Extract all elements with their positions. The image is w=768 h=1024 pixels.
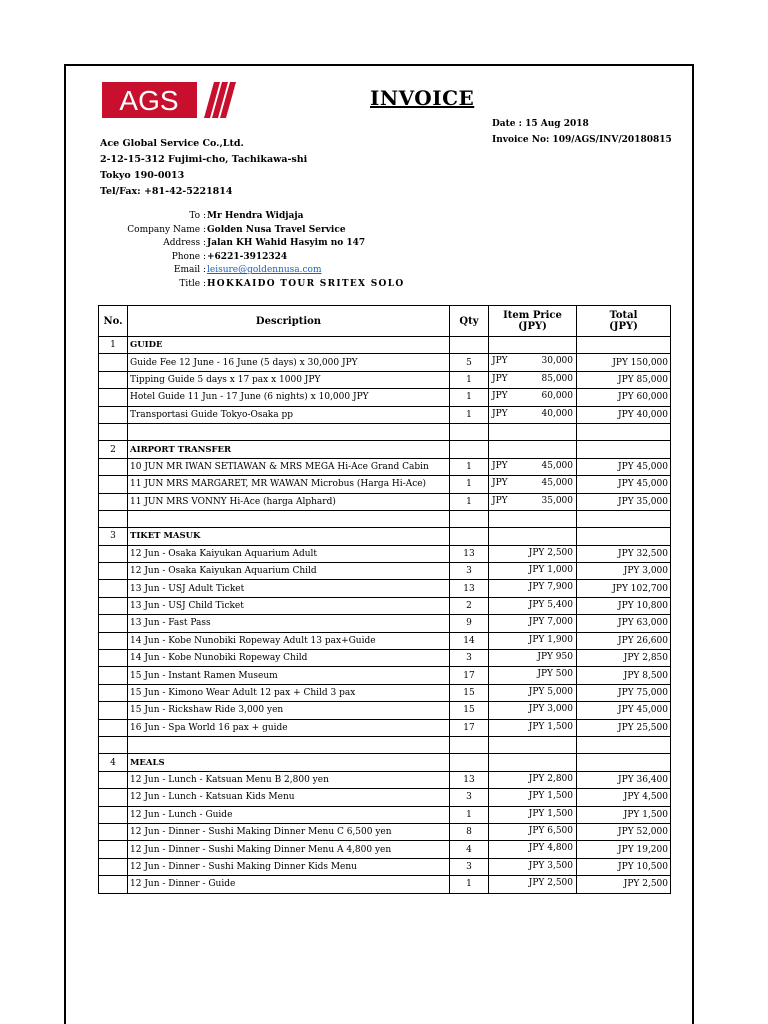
cell-no [99, 702, 128, 719]
item-qty: 15 [450, 684, 489, 701]
item-description: 10 JUN MR IWAN SETIAWAN & MRS MEGA Hi-Ace Grand Cabin [128, 458, 450, 475]
cell-total [577, 754, 671, 771]
section-title: MEALS [128, 754, 450, 771]
item-price-amount: JPY 7,000 [528, 617, 573, 628]
cell-qty [450, 528, 489, 545]
table-row [99, 823, 671, 840]
cell-no [99, 684, 128, 701]
cell-total [577, 337, 671, 354]
item-description: 12 Jun - Lunch - Guide [128, 806, 450, 823]
item-description: 15 Jun - Kimono Wear Adult 12 pax + Child 3 pax [128, 684, 450, 701]
cell-no [99, 615, 128, 632]
item-qty: 15 [450, 702, 489, 719]
item-price-amount: JPY 5,000 [528, 686, 573, 697]
item-description: Tipping Guide 5 days x 17 pax x 1000 JPY [128, 371, 450, 388]
blank-row [99, 423, 671, 440]
section-row [99, 528, 671, 545]
item-description: 11 JUN MRS VONNY Hi-Ace (harga Alphard) [128, 493, 450, 510]
item-total: JPY 10,800 [577, 597, 671, 614]
cell-price [489, 441, 577, 458]
cell-no [99, 632, 128, 649]
logo-text: AGS [119, 85, 179, 116]
cell-price [489, 736, 577, 753]
item-price-amount: 30,000 [541, 356, 573, 367]
item-qty: 3 [450, 858, 489, 875]
item-qty: 13 [450, 771, 489, 788]
company-name: Ace Global Service Co.,Ltd. [100, 138, 244, 149]
item-price-currency: JPY [492, 478, 508, 489]
item-total: JPY 3,000 [577, 563, 671, 580]
item-description: 12 Jun - Osaka Kaiyukan Aquarium Adult [128, 545, 450, 562]
item-price [489, 667, 577, 684]
table-row [99, 841, 671, 858]
recipient-value-address: Jalan KH Wahid Hasyim no 147 [207, 238, 366, 249]
item-qty: 1 [450, 806, 489, 823]
recipient-row [66, 225, 666, 239]
item-price-amount: JPY 1,000 [528, 565, 573, 576]
row-number: 2 [99, 441, 128, 458]
item-price-amount: JPY 2,800 [528, 773, 573, 784]
section-row [99, 441, 671, 458]
row-number: 4 [99, 754, 128, 771]
item-price [489, 597, 577, 614]
cell-no [99, 823, 128, 840]
item-price [489, 650, 577, 667]
item-qty: 1 [450, 493, 489, 510]
item-price-amount: 85,000 [541, 373, 573, 384]
invoice-items-table [98, 305, 671, 894]
cell-no [99, 876, 128, 893]
cell-price [489, 510, 577, 527]
header-total-label: Total [609, 310, 638, 321]
cell-no [99, 371, 128, 388]
cell-desc [128, 510, 450, 527]
item-price [489, 371, 577, 388]
item-price-amount: JPY 5,400 [528, 599, 573, 610]
table-row [99, 632, 671, 649]
item-total: JPY 36,400 [577, 771, 671, 788]
table-row [99, 354, 671, 371]
item-price-amount: 35,000 [541, 495, 573, 506]
item-description: 12 Jun - Dinner - Sushi Making Dinner Menu A 4,800 yen [128, 841, 450, 858]
cell-no [99, 650, 128, 667]
item-price [489, 493, 577, 510]
item-description: 11 JUN MRS MARGARET, MR WAWAN Microbus (Harga Hi-Ace) [128, 476, 450, 493]
item-total: JPY 85,000 [577, 371, 671, 388]
item-total: JPY 26,600 [577, 632, 671, 649]
item-qty: 3 [450, 650, 489, 667]
item-price-currency: JPY [492, 495, 508, 506]
item-total: JPY 45,000 [577, 458, 671, 475]
item-description: 13 Jun - USJ Adult Ticket [128, 580, 450, 597]
item-price-amount: JPY 3,500 [528, 860, 573, 871]
item-qty: 13 [450, 580, 489, 597]
recipient-label-phone: Phone : [171, 251, 206, 262]
item-qty: 8 [450, 823, 489, 840]
item-price [489, 389, 577, 406]
cell-no [99, 858, 128, 875]
table-row [99, 667, 671, 684]
cell-no [99, 806, 128, 823]
table-row [99, 458, 671, 475]
item-price [489, 563, 577, 580]
cell-no [99, 510, 128, 527]
cell-no [99, 841, 128, 858]
cell-desc [128, 423, 450, 440]
company-address-1: 2-12-15-312 Fujimi-cho, Tachikawa-shi [100, 154, 308, 165]
cell-qty [450, 754, 489, 771]
table-row [99, 615, 671, 632]
header-no: No. [99, 306, 128, 337]
table-row [99, 771, 671, 788]
item-qty: 1 [450, 476, 489, 493]
item-description: 12 Jun - Lunch - Katsuan Kids Menu [128, 789, 450, 806]
item-price-amount: JPY 3,000 [528, 704, 573, 715]
item-price [489, 580, 577, 597]
item-qty: 3 [450, 789, 489, 806]
company-telfax: Tel/Fax: +81-42-5221814 [100, 186, 233, 197]
item-total: JPY 75,000 [577, 684, 671, 701]
item-price [489, 806, 577, 823]
item-total: JPY 60,000 [577, 389, 671, 406]
cell-no [99, 789, 128, 806]
item-description: 12 Jun - Dinner - Sushi Making Dinner Kids Menu [128, 858, 450, 875]
item-description: 14 Jun - Kobe Nunobiki Ropeway Child [128, 650, 450, 667]
item-price [489, 719, 577, 736]
cell-no [99, 580, 128, 597]
recipient-label-to: To : [189, 211, 206, 221]
item-price [489, 458, 577, 475]
item-price-currency: JPY [492, 391, 508, 402]
table-row [99, 597, 671, 614]
item-price-amount: 45,000 [541, 460, 573, 471]
item-price-amount: JPY 2,500 [528, 547, 573, 558]
section-title: AIRPORT TRANSFER [128, 441, 450, 458]
cell-total [577, 441, 671, 458]
item-price-amount: JPY 6,500 [528, 825, 573, 836]
cell-no [99, 493, 128, 510]
item-qty: 3 [450, 563, 489, 580]
item-price [489, 789, 577, 806]
item-total: JPY 1,500 [577, 806, 671, 823]
row-number: 3 [99, 528, 128, 545]
table-row [99, 580, 671, 597]
recipient-label-company: Company Name : [127, 224, 206, 235]
recipient-value-to: Mr Hendra Widjaja [207, 211, 304, 221]
item-price-amount: JPY 2,500 [528, 878, 573, 889]
cell-no [99, 476, 128, 493]
item-total: JPY 2,500 [577, 876, 671, 893]
recipient-value-company: Golden Nusa Travel Service [207, 224, 346, 235]
header-total [577, 306, 671, 337]
recipient-value-title: HOKKAIDO TOUR SRITEX SOLO [207, 278, 405, 289]
recipient-label-address: Address : [163, 238, 206, 249]
item-price-amount: JPY 1,500 [528, 791, 573, 802]
recipient-row [66, 211, 666, 225]
item-total: JPY 35,000 [577, 493, 671, 510]
item-price-amount: JPY 1,500 [528, 721, 573, 732]
item-qty: 9 [450, 615, 489, 632]
blank-row [99, 736, 671, 753]
row-number: 1 [99, 337, 128, 354]
header-item-price [489, 306, 577, 337]
item-price [489, 858, 577, 875]
table-row [99, 806, 671, 823]
item-total: JPY 2,850 [577, 650, 671, 667]
cell-no [99, 389, 128, 406]
item-price [489, 876, 577, 893]
recipient-row [66, 279, 666, 293]
table-row [99, 719, 671, 736]
cell-qty [450, 423, 489, 440]
table-row [99, 858, 671, 875]
item-description: 12 Jun - Lunch - Katsuan Menu B 2,800 yen [128, 771, 450, 788]
cell-desc [128, 736, 450, 753]
item-price [489, 354, 577, 371]
item-total: JPY 63,000 [577, 615, 671, 632]
table-row [99, 684, 671, 701]
company-address-2: Tokyo 190-0013 [100, 170, 185, 181]
item-description: Guide Fee 12 June - 16 June (5 days) x 30,000 JPY [128, 354, 450, 371]
cell-no [99, 719, 128, 736]
item-price [489, 684, 577, 701]
ags-logo [102, 82, 240, 118]
item-price [489, 615, 577, 632]
item-price-currency: JPY [492, 460, 508, 471]
header-description: Description [128, 306, 450, 337]
cell-no [99, 354, 128, 371]
cell-total [577, 528, 671, 545]
item-price-amount: JPY 500 [537, 669, 573, 680]
cell-qty [450, 510, 489, 527]
recipient-block [66, 211, 666, 293]
recipient-row [66, 265, 666, 279]
cell-no [99, 667, 128, 684]
item-total: JPY 32,500 [577, 545, 671, 562]
recipient-value-phone: +6221-3912324 [207, 251, 288, 262]
cell-no [99, 563, 128, 580]
item-qty: 17 [450, 667, 489, 684]
item-price-amount: JPY 950 [537, 652, 573, 663]
section-title: GUIDE [128, 337, 450, 354]
item-total: JPY 10,500 [577, 858, 671, 875]
invoice-sheet [64, 64, 694, 1024]
recipient-row [66, 238, 666, 252]
invoice-number: Invoice No: 109/AGS/INV/20180815 [492, 135, 672, 145]
section-row [99, 337, 671, 354]
item-price [489, 841, 577, 858]
cell-price [489, 754, 577, 771]
cell-price [489, 337, 577, 354]
item-price [489, 702, 577, 719]
item-qty: 1 [450, 371, 489, 388]
item-total: JPY 102,700 [577, 580, 671, 597]
table-row [99, 702, 671, 719]
cell-no [99, 771, 128, 788]
cell-no [99, 406, 128, 423]
cell-no [99, 423, 128, 440]
cell-qty [450, 337, 489, 354]
header-item-price-label: Item Price [503, 310, 562, 321]
blank-row [99, 510, 671, 527]
item-total: JPY 25,500 [577, 719, 671, 736]
company-info [100, 136, 307, 200]
item-qty: 1 [450, 458, 489, 475]
table-row [99, 876, 671, 893]
header-qty: Qty [450, 306, 489, 337]
item-price-amount: JPY 1,900 [528, 634, 573, 645]
item-total: JPY 40,000 [577, 406, 671, 423]
item-qty: 1 [450, 876, 489, 893]
item-total: JPY 45,000 [577, 476, 671, 493]
item-description: 15 Jun - Rickshaw Ride 3,000 yen [128, 702, 450, 719]
item-price-amount: 40,000 [541, 408, 573, 419]
item-qty: 1 [450, 389, 489, 406]
item-price-amount: 45,000 [541, 478, 573, 489]
item-total: JPY 8,500 [577, 667, 671, 684]
item-qty: 13 [450, 545, 489, 562]
table-header-row [99, 306, 671, 337]
item-description: 13 Jun - USJ Child Ticket [128, 597, 450, 614]
item-total: JPY 45,000 [577, 702, 671, 719]
recipient-label-title: Title : [179, 278, 206, 289]
item-total: JPY 150,000 [577, 354, 671, 371]
item-price-amount: JPY 1,500 [528, 808, 573, 819]
item-price-amount: JPY 7,900 [528, 582, 573, 593]
header-item-price-unit: (JPY) [518, 321, 547, 332]
cell-no [99, 736, 128, 753]
item-description: 16 Jun - Spa World 16 pax + guide [128, 719, 450, 736]
item-price-currency: JPY [492, 356, 508, 367]
item-price [489, 823, 577, 840]
item-price [489, 545, 577, 562]
item-qty: 4 [450, 841, 489, 858]
cell-total [577, 423, 671, 440]
invoice-title: INVOICE [370, 86, 475, 110]
cell-qty [450, 441, 489, 458]
cell-qty [450, 736, 489, 753]
cell-total [577, 510, 671, 527]
item-total: JPY 19,200 [577, 841, 671, 858]
item-total: JPY 52,000 [577, 823, 671, 840]
item-total: JPY 4,500 [577, 789, 671, 806]
item-price [489, 406, 577, 423]
table-row [99, 406, 671, 423]
cell-price [489, 528, 577, 545]
item-price-currency: JPY [492, 408, 508, 419]
item-price [489, 476, 577, 493]
invoice-date: Date : 15 Aug 2018 [492, 119, 589, 129]
item-description: 12 Jun - Dinner - Guide [128, 876, 450, 893]
table-row [99, 476, 671, 493]
section-row [99, 754, 671, 771]
item-qty: 2 [450, 597, 489, 614]
item-qty: 14 [450, 632, 489, 649]
item-description: 13 Jun - Fast Pass [128, 615, 450, 632]
recipient-row [66, 252, 666, 266]
header-total-unit: (JPY) [609, 321, 638, 332]
section-title: TIKET MASUK [128, 528, 450, 545]
invoice-items-body [99, 337, 671, 894]
table-row [99, 789, 671, 806]
cell-no [99, 545, 128, 562]
table-row [99, 389, 671, 406]
item-qty: 5 [450, 354, 489, 371]
recipient-label-email: Email : [173, 265, 206, 276]
table-row [99, 545, 671, 562]
item-description: Hotel Guide 11 Jun - 17 June (6 nights) x 10,000 JPY [128, 389, 450, 406]
cell-price [489, 423, 577, 440]
cell-total [577, 736, 671, 753]
table-row [99, 371, 671, 388]
item-description: 14 Jun - Kobe Nunobiki Ropeway Adult 13 pax+Guide [128, 632, 450, 649]
table-row [99, 563, 671, 580]
item-price [489, 632, 577, 649]
table-row [99, 493, 671, 510]
item-price-amount: JPY 4,800 [528, 843, 573, 854]
cell-no [99, 458, 128, 475]
item-qty: 17 [450, 719, 489, 736]
item-price [489, 771, 577, 788]
table-row [99, 650, 671, 667]
item-description: 15 Jun - Instant Ramen Museum [128, 667, 450, 684]
item-qty: 1 [450, 406, 489, 423]
recipient-email-link[interactable]: leisure@goldennusa.com [207, 265, 322, 276]
item-description: 12 Jun - Osaka Kaiyukan Aquarium Child [128, 563, 450, 580]
item-price-amount: 60,000 [541, 391, 573, 402]
item-description: 12 Jun - Dinner - Sushi Making Dinner Menu C 6,500 yen [128, 823, 450, 840]
cell-no [99, 597, 128, 614]
item-price-currency: JPY [492, 373, 508, 384]
item-description: Transportasi Guide Tokyo-Osaka pp [128, 406, 450, 423]
